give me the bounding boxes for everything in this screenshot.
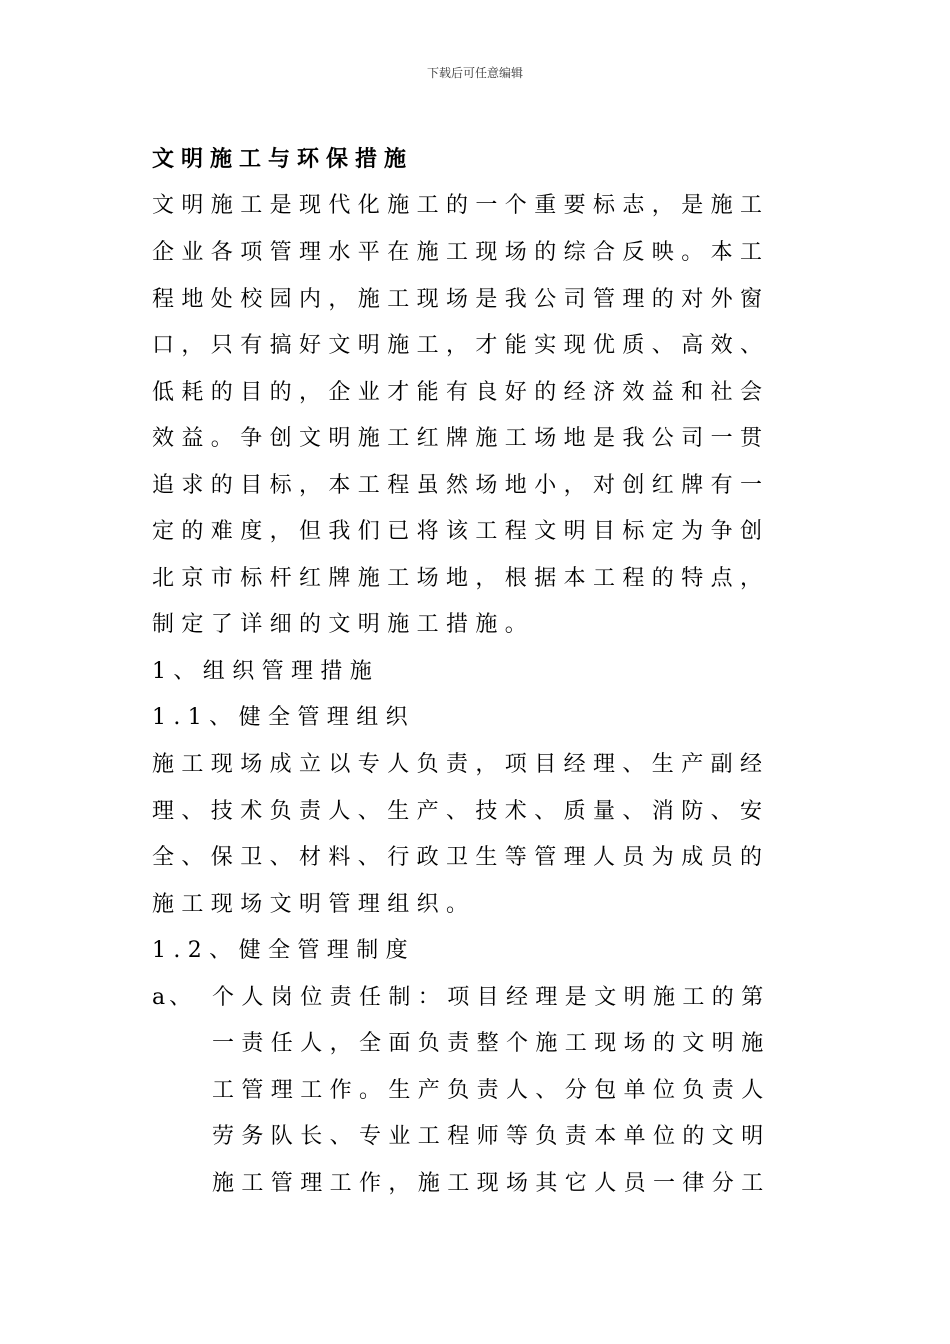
list-item-line: 劳务队长、专业工程师等负责本单位的文明 xyxy=(212,1124,771,1149)
paragraph-line: 施工现场文明管理组织。 xyxy=(152,892,476,917)
list-item-line: 施工管理工作，施工现场其它人员一律分工 xyxy=(212,1171,771,1196)
paragraph-line: 低耗的目的，企业才能有良好的经济效益和社会 xyxy=(152,380,770,405)
paragraph-line: 企业各项管理水平在施工现场的综合反映。本工 xyxy=(152,240,770,265)
page-header: 下载后可任意编辑 xyxy=(426,66,523,80)
paragraph-line: 口，只有搞好文明施工，才能实现优质、高效、 xyxy=(152,333,770,358)
subsection-heading: 1.2、健全管理制度 xyxy=(152,938,415,963)
list-item-line: 工管理工作。生产负责人、分包单位负责人 xyxy=(212,1078,771,1103)
section-heading: 1、组织管理措施 xyxy=(152,659,380,684)
paragraph-line: 施工现场成立以专人负责，项目经理、生产副经 xyxy=(152,752,770,777)
paragraph-line: 制定了详细的文明施工措施。 xyxy=(152,612,535,637)
paragraph-line: 文明施工是现代化施工的一个重要标志，是施工 xyxy=(152,193,770,218)
paragraph-line: 北京市标杆红牌施工场地，根据本工程的特点， xyxy=(152,566,770,591)
list-item-line: 一责任人，全面负责整个施工现场的文明施 xyxy=(212,1031,771,1056)
paragraph-line: 追求的目标，本工程虽然场地小，对创红牌有一 xyxy=(152,473,770,498)
paragraph-line: 效益。争创文明施工红牌施工场地是我公司一贯 xyxy=(152,426,770,451)
subsection-heading: 1.1、健全管理组织 xyxy=(152,705,415,730)
paragraph-line: 程地处校园内，施工现场是我公司管理的对外窗 xyxy=(152,287,770,312)
list-marker: a、 xyxy=(152,985,196,1010)
document-title: 文明施工与环保措施 xyxy=(152,146,414,172)
list-item-line: 个人岗位责任制：项目经理是文明施工的第 xyxy=(212,985,771,1010)
paragraph-line: 全、保卫、材料、行政卫生等管理人员为成员的 xyxy=(152,845,770,870)
paragraph-line: 理、技术负责人、生产、技术、质量、消防、安 xyxy=(152,799,770,824)
paragraph-line: 定的难度，但我们已将该工程文明目标定为争创 xyxy=(152,519,770,544)
